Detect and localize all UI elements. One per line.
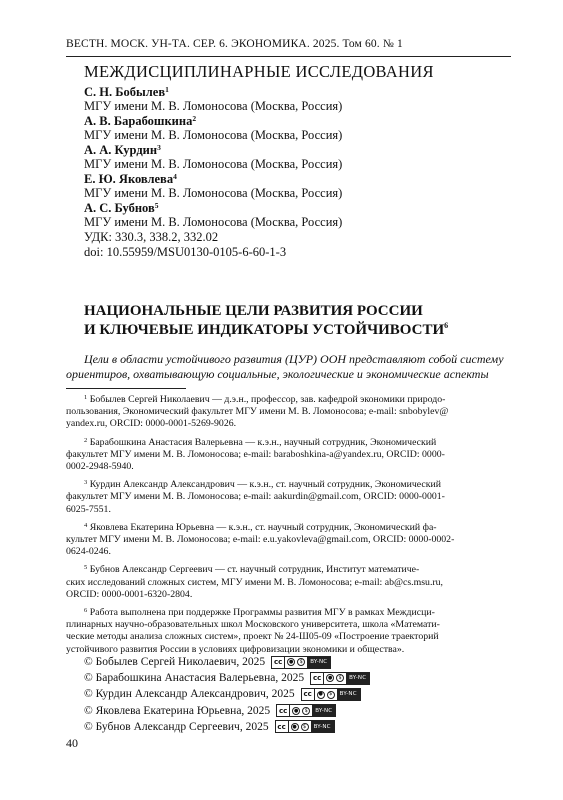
attribution-icon: ● bbox=[292, 723, 297, 730]
author-affiliation: МГУ имени М. В. Ломоносова (Москва, Россия) bbox=[84, 128, 343, 142]
noncommercial-icon: $ bbox=[327, 691, 335, 699]
copyright-line: © Курдин Александр Александрович, 2025 cc ● $ BY-NC bbox=[84, 686, 370, 702]
noncommercial-icon: $ bbox=[297, 658, 305, 666]
copyright-list bbox=[84, 654, 370, 735]
author-entry bbox=[84, 172, 504, 201]
cc-icon: cc bbox=[302, 689, 315, 700]
author-affiliation: МГУ имени М. В. Ломоносова (Москва, Россия) bbox=[84, 99, 343, 113]
footnote-number: 4 bbox=[84, 521, 88, 529]
cc-license-badge[interactable]: cc ● $ BY-NC bbox=[310, 672, 370, 685]
abstract-line: ориентиров, охватывающую социальные, экологические и экономические аспекты bbox=[66, 367, 489, 381]
copyright-line: © Яковлева Екатерина Юрьевна, 2025 cc ● $ BY-NC bbox=[84, 703, 370, 719]
footnote-mark[interactable]: 2 bbox=[192, 114, 197, 123]
title-line: И КЛЮЧЕВЫЕ ИНДИКАТОРЫ УСТОЙЧИВОСТИ$^6$ bbox=[84, 321, 449, 338]
footnote-mark[interactable]: 5 bbox=[154, 201, 159, 210]
cc-icon: cc bbox=[272, 657, 285, 668]
cc-icon: cc bbox=[277, 705, 290, 716]
footnote-mark[interactable]: 6 bbox=[444, 321, 449, 330]
author-affiliation: МГУ имени М. В. Ломоносова (Москва, Россия) bbox=[84, 157, 343, 171]
cc-license-badge[interactable]: cc ● $ BY-NC bbox=[301, 688, 361, 701]
noncommercial-icon: $ bbox=[301, 723, 309, 731]
author-entry bbox=[84, 114, 504, 143]
noncommercial-icon: $ bbox=[336, 674, 344, 682]
footnote: $^5$ Бубнов Александр Сергеевич — ст. научный сотрудник, Институт математиче- ских исследований сложных систем, МГУ имени М. В. Ломоносова; e-mail: ab@cs.msu.ru, ORCID: 0000-0001-6320-2804. bbox=[66, 564, 444, 600]
author-name: А. С. Бубнов$^5$ bbox=[84, 201, 159, 215]
footnote-number: 5 bbox=[84, 564, 88, 572]
author-list bbox=[84, 85, 504, 260]
footnote: $^4$ Яковлева Екатерина Юрьевна — к.э.н., ст. научный сотрудник, Экономический фа- культет МГУ имени М. В. Ломоносова; e-mail: e.u.yakovleva@gmail.com, ORCID: 0000-0002- 0624-0246. bbox=[66, 521, 455, 558]
author-entry bbox=[84, 143, 504, 172]
cc-license-badge[interactable]: cc ● $ BY-NC bbox=[275, 720, 335, 733]
udk-code: УДК: 330.3, 338.2, 332.02 bbox=[84, 230, 219, 244]
footnote-number: 2 bbox=[84, 436, 88, 444]
copyright-line: © Бобылев Сергей Николаевич, 2025 cc ● $ BY-NC bbox=[84, 654, 370, 670]
footnote-mark[interactable]: 1 bbox=[165, 85, 169, 94]
abstract-line: Цели в области устойчивого развития (ЦУР) ООН представляют собой систему bbox=[84, 352, 504, 366]
author-name: А. В. Барабошкина$^2$ bbox=[84, 114, 197, 128]
footnote: $^3$ Курдин Александр Александрович — к.э.н., ст. научный сотрудник, Экономический факультет МГУ имени М. В. Ломоносова; e-mail: aakurdin@gmail.com, ORCID: 0000-0001- 6025-7551. bbox=[66, 479, 445, 515]
footnote-mark[interactable]: 3 bbox=[157, 143, 161, 152]
title-line: НАЦИОНАЛЬНЫЕ ЦЕЛИ РАЗВИТИЯ РОССИИ bbox=[84, 303, 423, 319]
article-title bbox=[84, 302, 524, 340]
cc-icon: cc bbox=[276, 721, 289, 732]
footnotes bbox=[66, 394, 511, 662]
cc-license-badge[interactable]: cc ● $ BY-NC bbox=[271, 656, 331, 669]
footnote-rule bbox=[66, 388, 186, 389]
copyright-line: © Барабошкина Анастасия Валерьевна, 2025 cc ● $ BY-NC bbox=[84, 670, 370, 686]
attribution-icon: ● bbox=[327, 675, 333, 682]
attribution-icon: ● bbox=[294, 707, 299, 714]
header-rule bbox=[66, 56, 511, 57]
footnote-number: 3 bbox=[84, 479, 88, 487]
footnote: $^2$ Барабошкина Анастасия Валерьевна — к.э.н., научный сотрудник, Экономический факультет МГУ имени М. В. Ломоносова; e-mail: baraboshkina-a@yandex.ru, ORCID: 0000- 0002-2948-5940. bbox=[66, 436, 445, 473]
author-affiliation: МГУ имени М. В. Ломоносова (Москва, Россия) bbox=[84, 215, 343, 229]
cc-icon: cc bbox=[311, 673, 324, 684]
noncommercial-icon: $ bbox=[302, 707, 310, 715]
author-name: Е. Ю. Яковлева$^4$ bbox=[84, 172, 177, 186]
footnote-mark[interactable]: 4 bbox=[173, 172, 177, 181]
cc-license-badge[interactable]: cc ● $ BY-NC bbox=[276, 704, 336, 717]
author-name: С. Н. Бобылев$^1$ bbox=[84, 85, 169, 99]
section-title: МЕЖДИСЦИПЛИНАРНЫЕ ИССЛЕДОВАНИЯ bbox=[84, 62, 434, 81]
author-entry bbox=[84, 85, 504, 114]
footnote: $^1$ Бобылев Сергей Николаевич — д.э.н., профессор, зав. кафедрой экономики природо- пользования, Экономический факультет МГУ имени М. В. Ломоносова; e-mail: snbobylev@ yandex.ru, ORCID: 0000-0001-5269-9026. bbox=[66, 394, 449, 430]
author-entry bbox=[84, 201, 504, 230]
author-affiliation: МГУ имени М. В. Ломоносова (Москва, Россия) bbox=[84, 186, 343, 200]
copyright-line: © Бубнов Александр Сергеевич, 2025 cc ● $ BY-NC bbox=[84, 719, 370, 735]
page-number: 40 bbox=[66, 736, 78, 750]
doi-link[interactable]: doi: 10.55959/MSU0130-0105-6-60-1-3 bbox=[84, 245, 287, 259]
footnote-number: 6 bbox=[84, 607, 88, 615]
attribution-icon: ● bbox=[289, 659, 294, 665]
attribution-icon: ● bbox=[318, 691, 323, 698]
footnote: $^6$ Работа выполнена при поддержке Программы развития МГУ в рамках Междисци- плинарных научно-образовательных школ Московского университета, школа «Математи- ческие методы анализа сложных систем», проект № 24-Ш05-09 «Построение траекторий устойчивого развития России в условиях цифровизации экономики и общества». bbox=[66, 607, 440, 655]
running-head: ВЕСТН. МОСК. УН-ТА. СЕР. 6. ЭКОНОМИКА. 2025. Том 60. № 1 bbox=[66, 38, 403, 50]
author-name: А. А. Курдин$^3$ bbox=[84, 143, 161, 157]
footnote-number: 1 bbox=[84, 394, 88, 401]
abstract bbox=[66, 352, 511, 382]
